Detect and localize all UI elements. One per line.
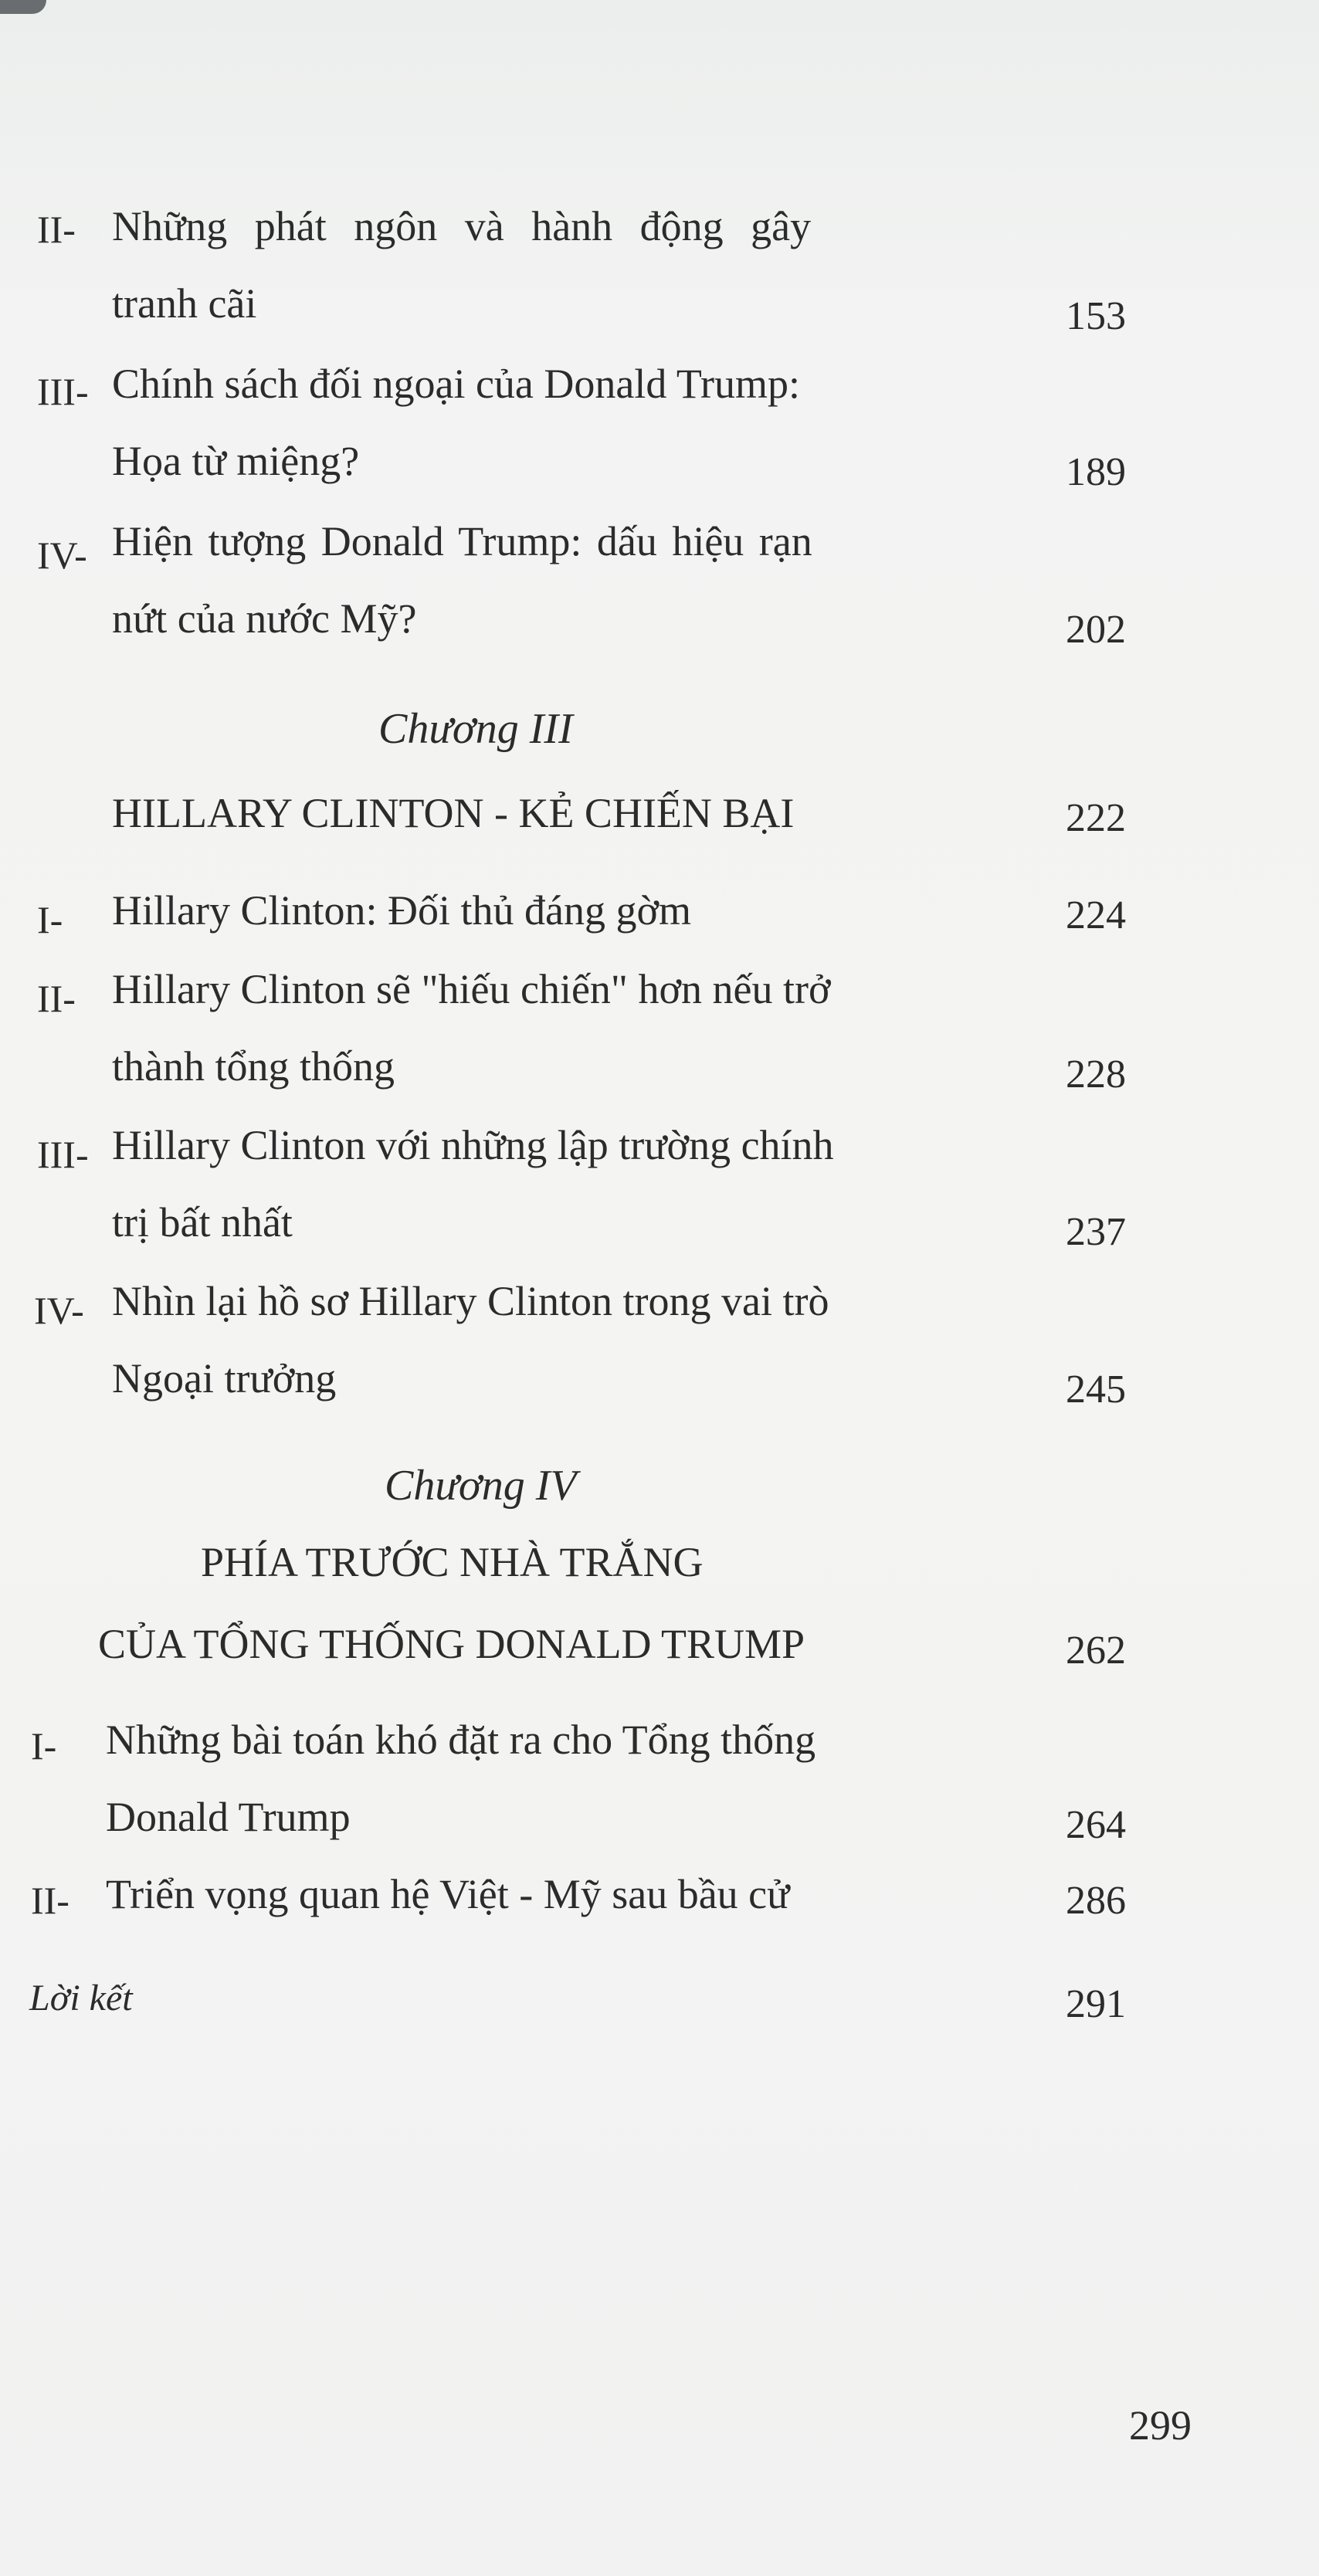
section-title-line1: Hillary Clinton sẽ "hiếu chiến" hơn nếu trở bbox=[112, 966, 831, 1012]
section-title-line2: Ngoại trưởng bbox=[112, 1355, 337, 1402]
page-number: 291 bbox=[1066, 1982, 1126, 2026]
section-title-line1: Hillary Clinton với những lập trường chính bbox=[112, 1122, 834, 1168]
section-number: II- bbox=[37, 208, 76, 251]
chapter-label: Chương IV bbox=[385, 1462, 577, 1510]
chapter-title-line1: PHÍA TRƯỚC NHÀ TRẮNG bbox=[201, 1539, 704, 1585]
chapter-title-line2: CỦA TỔNG THỐNG DONALD TRUMP bbox=[98, 1621, 805, 1667]
page-number: 222 bbox=[1066, 796, 1126, 840]
page-folio: 299 bbox=[1129, 2402, 1192, 2449]
section-title-line2: thành tổng thống bbox=[112, 1043, 395, 1090]
closing-label: Lời kết bbox=[29, 1978, 133, 2018]
section-title-line2: trị bất nhất bbox=[112, 1199, 293, 1246]
section-number: I- bbox=[37, 898, 63, 941]
page-number: 262 bbox=[1066, 1629, 1126, 1673]
section-title-line1: Triển vọng quan hệ Việt - Mỹ sau bầu cử bbox=[106, 1871, 790, 1917]
page-number: 228 bbox=[1066, 1052, 1126, 1096]
section-title-line2: nứt của nước Mỹ? bbox=[112, 595, 417, 642]
page-number: 286 bbox=[1066, 1879, 1126, 1923]
page-number: 189 bbox=[1066, 450, 1126, 494]
section-number: III- bbox=[37, 370, 89, 413]
section-number: III- bbox=[37, 1133, 89, 1176]
page-number: 202 bbox=[1066, 608, 1126, 652]
section-title-line2: tranh cãi bbox=[112, 280, 257, 327]
section-number: II- bbox=[37, 977, 76, 1020]
section-title-line1: Hiện tượng Donald Trump: dấu hiệu rạn bbox=[112, 518, 812, 564]
section-number: IV- bbox=[34, 1289, 84, 1332]
section-title-line1: Những phát ngôn và hành động gây bbox=[112, 203, 812, 249]
section-number: IV- bbox=[37, 534, 87, 577]
page-number: 237 bbox=[1066, 1210, 1126, 1254]
section-number: II- bbox=[31, 1879, 70, 1922]
page-corner-shadow bbox=[0, 0, 46, 14]
section-title-line1: Chính sách đối ngoại của Donald Trump: bbox=[112, 361, 800, 407]
section-title-line1: Hillary Clinton: Đối thủ đáng gờm bbox=[112, 887, 692, 934]
chapter-title: HILLARY CLINTON - KẺ CHIẾN BẠI bbox=[112, 790, 795, 836]
page-number: 224 bbox=[1066, 893, 1126, 937]
section-title-line2: Họa từ miệng? bbox=[112, 438, 360, 484]
section-title-line1: Những bài toán khó đặt ra cho Tổng thống bbox=[106, 1717, 816, 1763]
section-title-line1: Nhìn lại hồ sơ Hillary Clinton trong vai trò bbox=[112, 1278, 829, 1324]
page-number: 264 bbox=[1066, 1803, 1126, 1847]
section-number: I- bbox=[31, 1724, 57, 1768]
section-title-line2: Donald Trump bbox=[106, 1794, 351, 1840]
page-number: 245 bbox=[1066, 1368, 1126, 1412]
chapter-label: Chương III bbox=[378, 705, 573, 753]
page-number: 153 bbox=[1066, 294, 1126, 338]
